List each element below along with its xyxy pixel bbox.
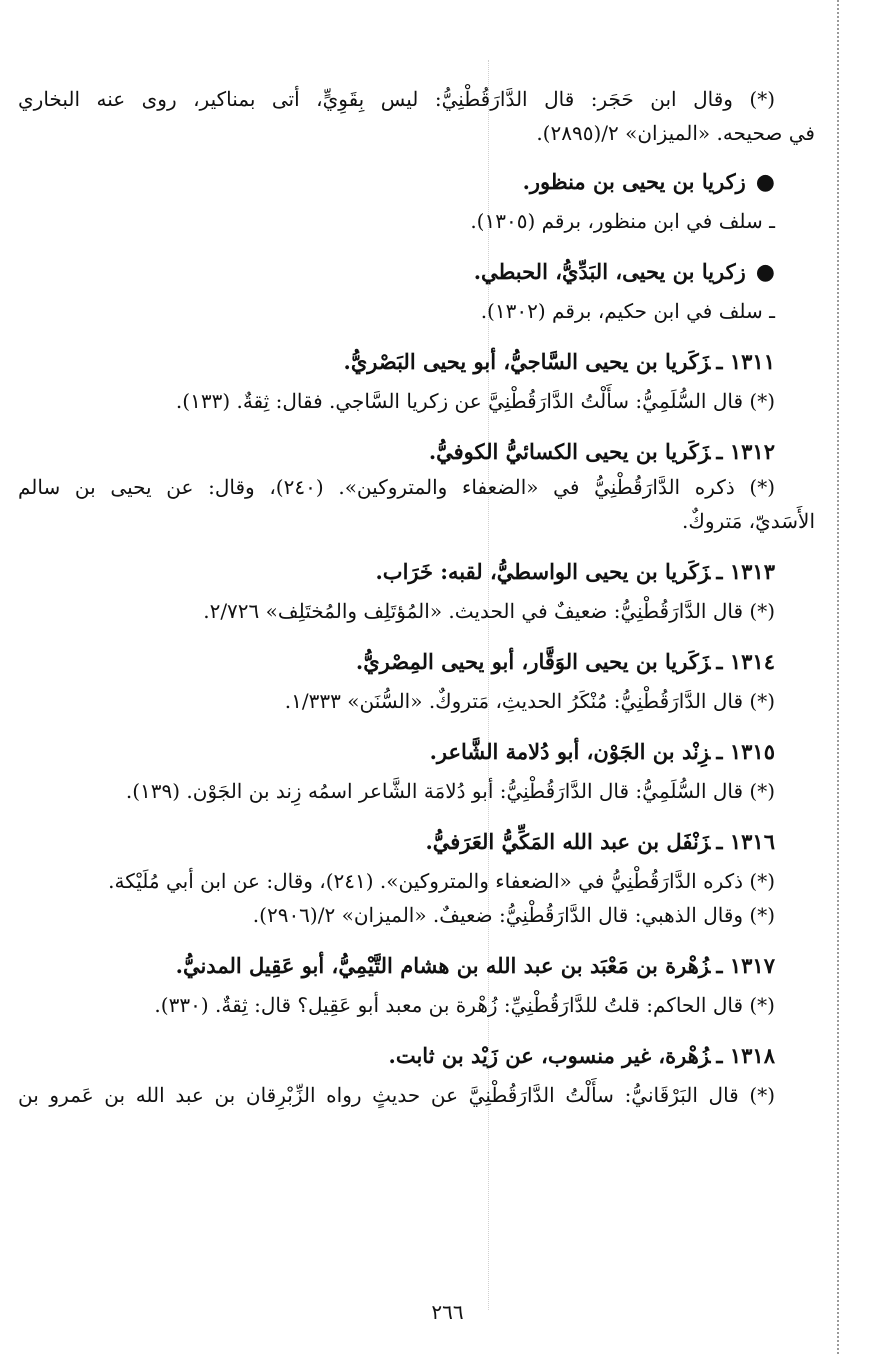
entry-title: زَكَريا بن يحيى الواسطيُّ، لقبه: خَرَاب. [375, 559, 711, 584]
page-edge-dotted-line [837, 0, 839, 1354]
entry-heading [18, 948, 815, 984]
bullet-title: زكريا بن يحيى، البَدِّيُّ، الحبطي. [473, 259, 746, 284]
entry-title: زَكَريا بن يحيى السَّاجيُّ، أبو يحيى البَصْريُّ. [343, 349, 711, 374]
bullet-note-2: ـ سلف في ابن حكيم، برقم (١٣٠٢). [480, 299, 775, 323]
entry-number: ١٣١٦ ـ [716, 829, 775, 854]
entry-line: (*) وقال الذهبي: قال الدَّارَقُطْنِيُّ: ضعيفٌ. «الميزان» ٢/(٢٩٠٦). [252, 903, 775, 927]
entry-number: ١٣١٢ ـ [716, 439, 775, 464]
page-text [18, 82, 815, 1112]
entry-line: (*) قال الحاكم: قلتُ للدَّارَقُطْنِيِّ: زُهْرة بن معبد أبو عَقِيل؟ قال: ثِقةٌ. (٣٣٠). [154, 993, 775, 1017]
entry-number: ١٣١٤ ـ [716, 649, 775, 674]
entry-line: (*) قال السُّلَمِيُّ: قال الدَّارَقُطْنِيُّ: أبو دُلامَة الشَّاعر اسمُه زِند بن الجَوْن. (١٣٩). [125, 779, 775, 803]
entry-title: زُهْرة، غير منسوب، عن زَيْد بن ثابت. [388, 1043, 711, 1068]
entry-number: ١٣١٨ ـ [716, 1043, 775, 1068]
entry-title: زَكَريا بن يحيى الوَقَّار، أبو يحيى المِصْريُّ. [355, 649, 711, 674]
entry-title: زُهْرة بن مَعْبَد بن عبد الله بن هشام التَّيْمِيُّ، أبو عَقِيل المدنيُّ. [175, 953, 711, 978]
entry-line: (*) قال السُّلَمِيُّ: سأَلْتُ الدَّارَقُطْنِيَّ عن زكريا السَّاجي. فقال: ثِقةٌ. (١٣٣). [175, 389, 775, 413]
entry-line: الأَسَديّ، مَتروكٌ. [682, 509, 815, 533]
bullet-icon: ● [755, 169, 775, 195]
entry-line: (*) ذكره الدَّارَقُطْنِيُّ في «الضعفاء والمتروكين». (٢٤١)، وقال: عن ابن أبي مُلَيْكة. [108, 869, 775, 893]
bullet-heading-1 [18, 164, 815, 200]
entry-line: (*) قال البَرْقَانيُّ: سأَلْتُ الدَّارَقُطْنِيَّ عن حديثٍ رواه الزِّبْرِقان بن عبد الله بن عَمرو بن [18, 1083, 775, 1107]
intro-line-1: (*) وقال ابن حَجَر: قال الدَّارَقُطْنِيُّ: ليس بِقَوِيٍّ، أتى بمناكير، روى عنه البخاري [18, 87, 775, 111]
page-number: ٢٦٦ [431, 1300, 464, 1324]
bullet-icon: ● [755, 259, 775, 285]
entry-heading [18, 434, 815, 470]
entry-heading [18, 644, 815, 680]
bullet-heading-2 [18, 254, 815, 290]
entry-heading [18, 824, 815, 860]
entry-heading [18, 1038, 815, 1074]
entry-number: ١٣١٥ ـ [716, 739, 775, 764]
entry-number: ١٣١٧ ـ [716, 953, 775, 978]
entry-title: زَنْفَل بن عبد الله المَكِّيُّ العَرَفيُّ. [425, 829, 711, 854]
entry-number: ١٣١١ ـ [716, 349, 775, 374]
bullet-note-1: ـ سلف في ابن منظور، برقم (١٣٠٥). [470, 209, 775, 233]
entry-heading [18, 554, 815, 590]
entry-heading [18, 344, 815, 380]
entry-line: (*) قال الدَّارَقُطْنِيُّ: مُنْكَرُ الحديثِ، مَتروكٌ. «السُّنَن» ١/٣٣٣. [284, 689, 775, 713]
entry-title: زَكَريا بن يحيى الكسائيُّ الكوفيُّ. [428, 439, 711, 464]
entry-line: (*) ذكره الدَّارَقُطْنِيُّ في «الضعفاء والمتروكين». (٢٤٠)، وقال: عن يحيى بن سالم [18, 475, 776, 499]
bullet-title: زكريا بن يحيى بن منظور. [522, 169, 746, 194]
entry-heading [18, 734, 815, 770]
entry-number: ١٣١٣ ـ [716, 559, 775, 584]
entry-title: زِنْد بن الجَوْن، أبو دُلامة الشَّاعر. [429, 739, 711, 764]
intro-line-2: في صحيحه. «الميزان» ٢/(٢٨٩٥). [536, 121, 815, 145]
entry-line: (*) قال الدَّارَقُطْنِيُّ: ضعيفٌ في الحديث. «المُؤتَلِف والمُختَلِف» ٢/٧٢٦. [203, 599, 775, 623]
